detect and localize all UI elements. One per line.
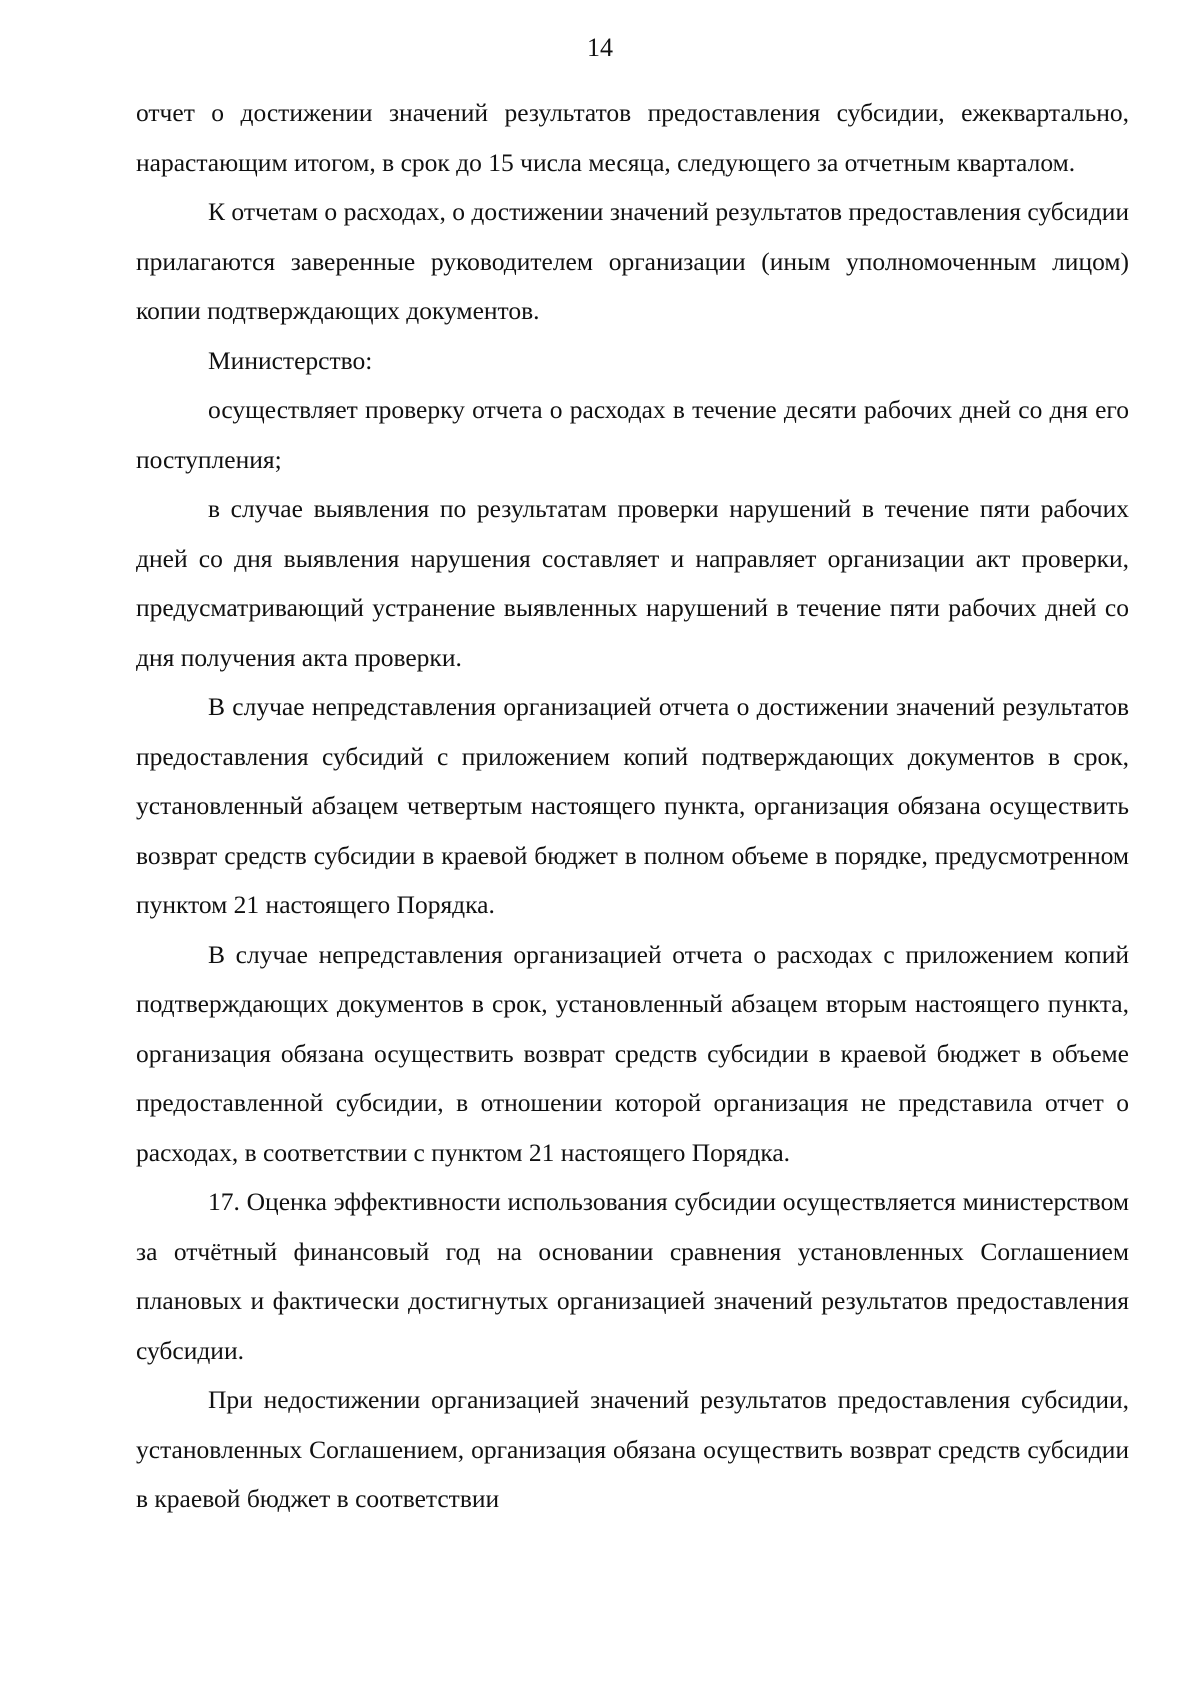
paragraph-clause-17: 17. Оценка эффективности использования субсидии осуществляется министерством за отчётный финансовый год на основании сравнения установленных Соглашением плановых и фактически достигнутых организацией значений результатов предоставления субсидии. (136, 1187, 1129, 1365)
paragraph-nonsubmission-results: В случае непредставления организацией отчета о достижении значений результатов предоставления субсидий с приложением копий подтверждающих документов в срок, установленный абзацем четвертым настоящего пункта, организация обязана осуществить возврат средств субсидии в краевой бюджет в полном объеме в порядке, предусмотренном пунктом 21 настоящего Порядка. (136, 692, 1129, 919)
paragraph-ministry-heading: Министерство: (208, 345, 373, 375)
paragraph-ministry-check: осуществляет проверку отчета о расходах в течение десяти рабочих дней со дня его поступления; (136, 395, 1129, 474)
page-number: 14 (587, 33, 613, 62)
paragraph-ministry-violations: в случае выявления по результатам проверки нарушений в течение пяти рабочих дней со дня выявления нарушения составляет и направляет организации акт проверки, предусматривающий устранение выявленных нарушений в течение пяти рабочих дней со дня получения акта проверки. (136, 494, 1129, 672)
paragraph-report-deadline: отчет о достижении значений результатов предоставления субсидии, ежеквартально, нарастающим итогом, в срок до 15 числа месяца, следующего за отчетным кварталом. (136, 98, 1129, 177)
paragraph-underachievement: При недостижении организацией значений результатов предоставления субсидии, установленных Соглашением, организация обязана осуществить возврат средств субсидии в краевой бюджет в соответствии (136, 1385, 1129, 1513)
document-body (136, 88, 1129, 1524)
paragraph-nonsubmission-expenses: В случае непредставления организацией отчета о расходах с приложением копий подтверждающих документов в срок, установленный абзацем вторым настоящего пункта, организация обязана осуществить возврат средств субсидии в краевой бюджет в объеме предоставленной субсидии, в отношении которой организация не представила отчет о расходах, в соответствии с пунктом 21 настоящего Порядка. (136, 939, 1129, 1167)
paragraph-report-attachments: К отчетам о расходах, о достижении значений результатов предоставления субсидии прилагаются заверенные руководителем организации (иным уполномоченным лицом) копии подтверждающих документов. (136, 197, 1129, 325)
